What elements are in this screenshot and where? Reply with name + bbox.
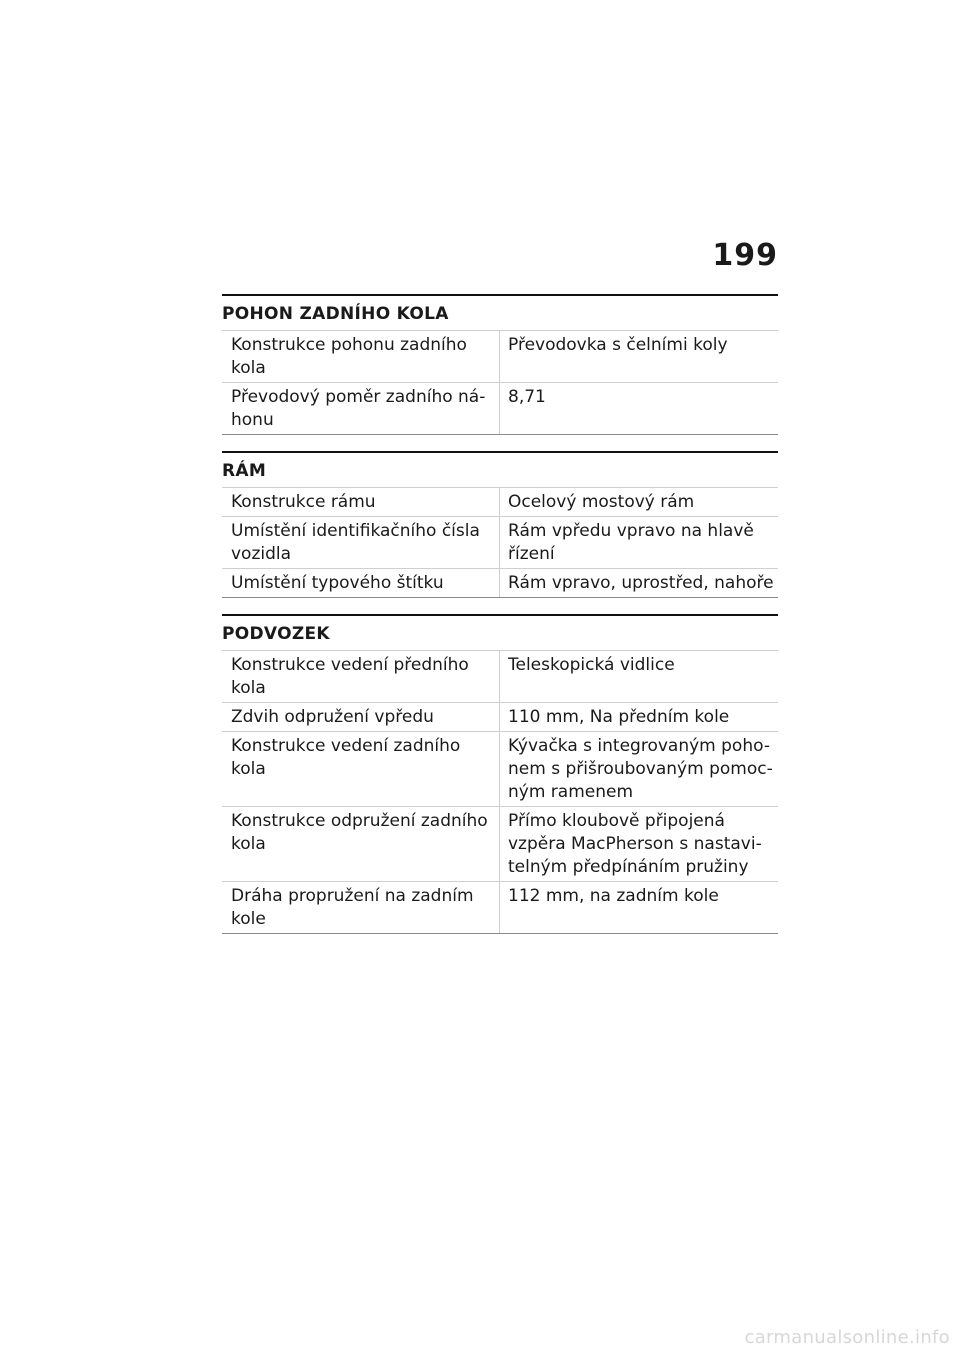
spec-label: Konstrukce vedení zadního kola [222, 732, 500, 807]
section-title: POHON ZADNÍHO KOLA [222, 304, 449, 324]
table-row [222, 703, 778, 732]
table-row [222, 807, 778, 882]
table-row [222, 882, 778, 934]
page-number: 199 [712, 238, 778, 273]
spec-label: Zdvih odpružení vpředu [222, 703, 500, 732]
section-frame [222, 451, 778, 598]
spec-label: Umístění identifikačního čísla vozidla [222, 517, 500, 569]
spec-value: 8,71 [500, 383, 779, 435]
spec-label: Umístění typového štítku [222, 569, 500, 598]
spec-value: Teleskopická vidlice [500, 651, 779, 703]
spec-value: Převodovka s čelními koly [500, 331, 779, 383]
section-title: PODVOZEK [222, 624, 330, 644]
spec-label: Konstrukce rámu [222, 488, 500, 517]
spec-table [222, 330, 778, 435]
spec-label: Konstrukce odpružení zadního kola [222, 807, 500, 882]
watermark: carmanualsonline.info [744, 1327, 950, 1348]
spec-value: Kývačka s integrovaným poho-nem s přišroubovaným pomoc-ným ramenem [500, 732, 779, 807]
table-row [222, 383, 778, 435]
spec-value: Přímo kloubově připojená vzpěra MacPherson s nastavi-telným předpínáním pružiny [500, 807, 779, 882]
spec-label: Převodový poměr zadního ná-honu [222, 383, 500, 435]
spec-value: 110 mm, Na předním kole [500, 703, 779, 732]
table-row [222, 732, 778, 807]
spec-table [222, 487, 778, 598]
spec-value: 112 mm, na zadním kole [500, 882, 779, 934]
spec-value: Rám vpravo, uprostřed, nahoře [500, 569, 779, 598]
spec-table [222, 650, 778, 934]
section-title: RÁM [222, 461, 267, 481]
spec-value: Rám vpředu vpravo na hlavě řízení [500, 517, 779, 569]
table-row [222, 517, 778, 569]
spec-value: Ocelový mostový rám [500, 488, 779, 517]
table-row [222, 569, 778, 598]
spec-label: Konstrukce pohonu zadního kola [222, 331, 500, 383]
table-row [222, 488, 778, 517]
table-row [222, 331, 778, 383]
table-row [222, 651, 778, 703]
spec-label: Konstrukce vedení předního kola [222, 651, 500, 703]
section-chassis [222, 614, 778, 934]
spec-content [222, 294, 778, 950]
spec-label: Dráha propružení na zadním kole [222, 882, 500, 934]
section-rear-wheel-drive [222, 294, 778, 435]
